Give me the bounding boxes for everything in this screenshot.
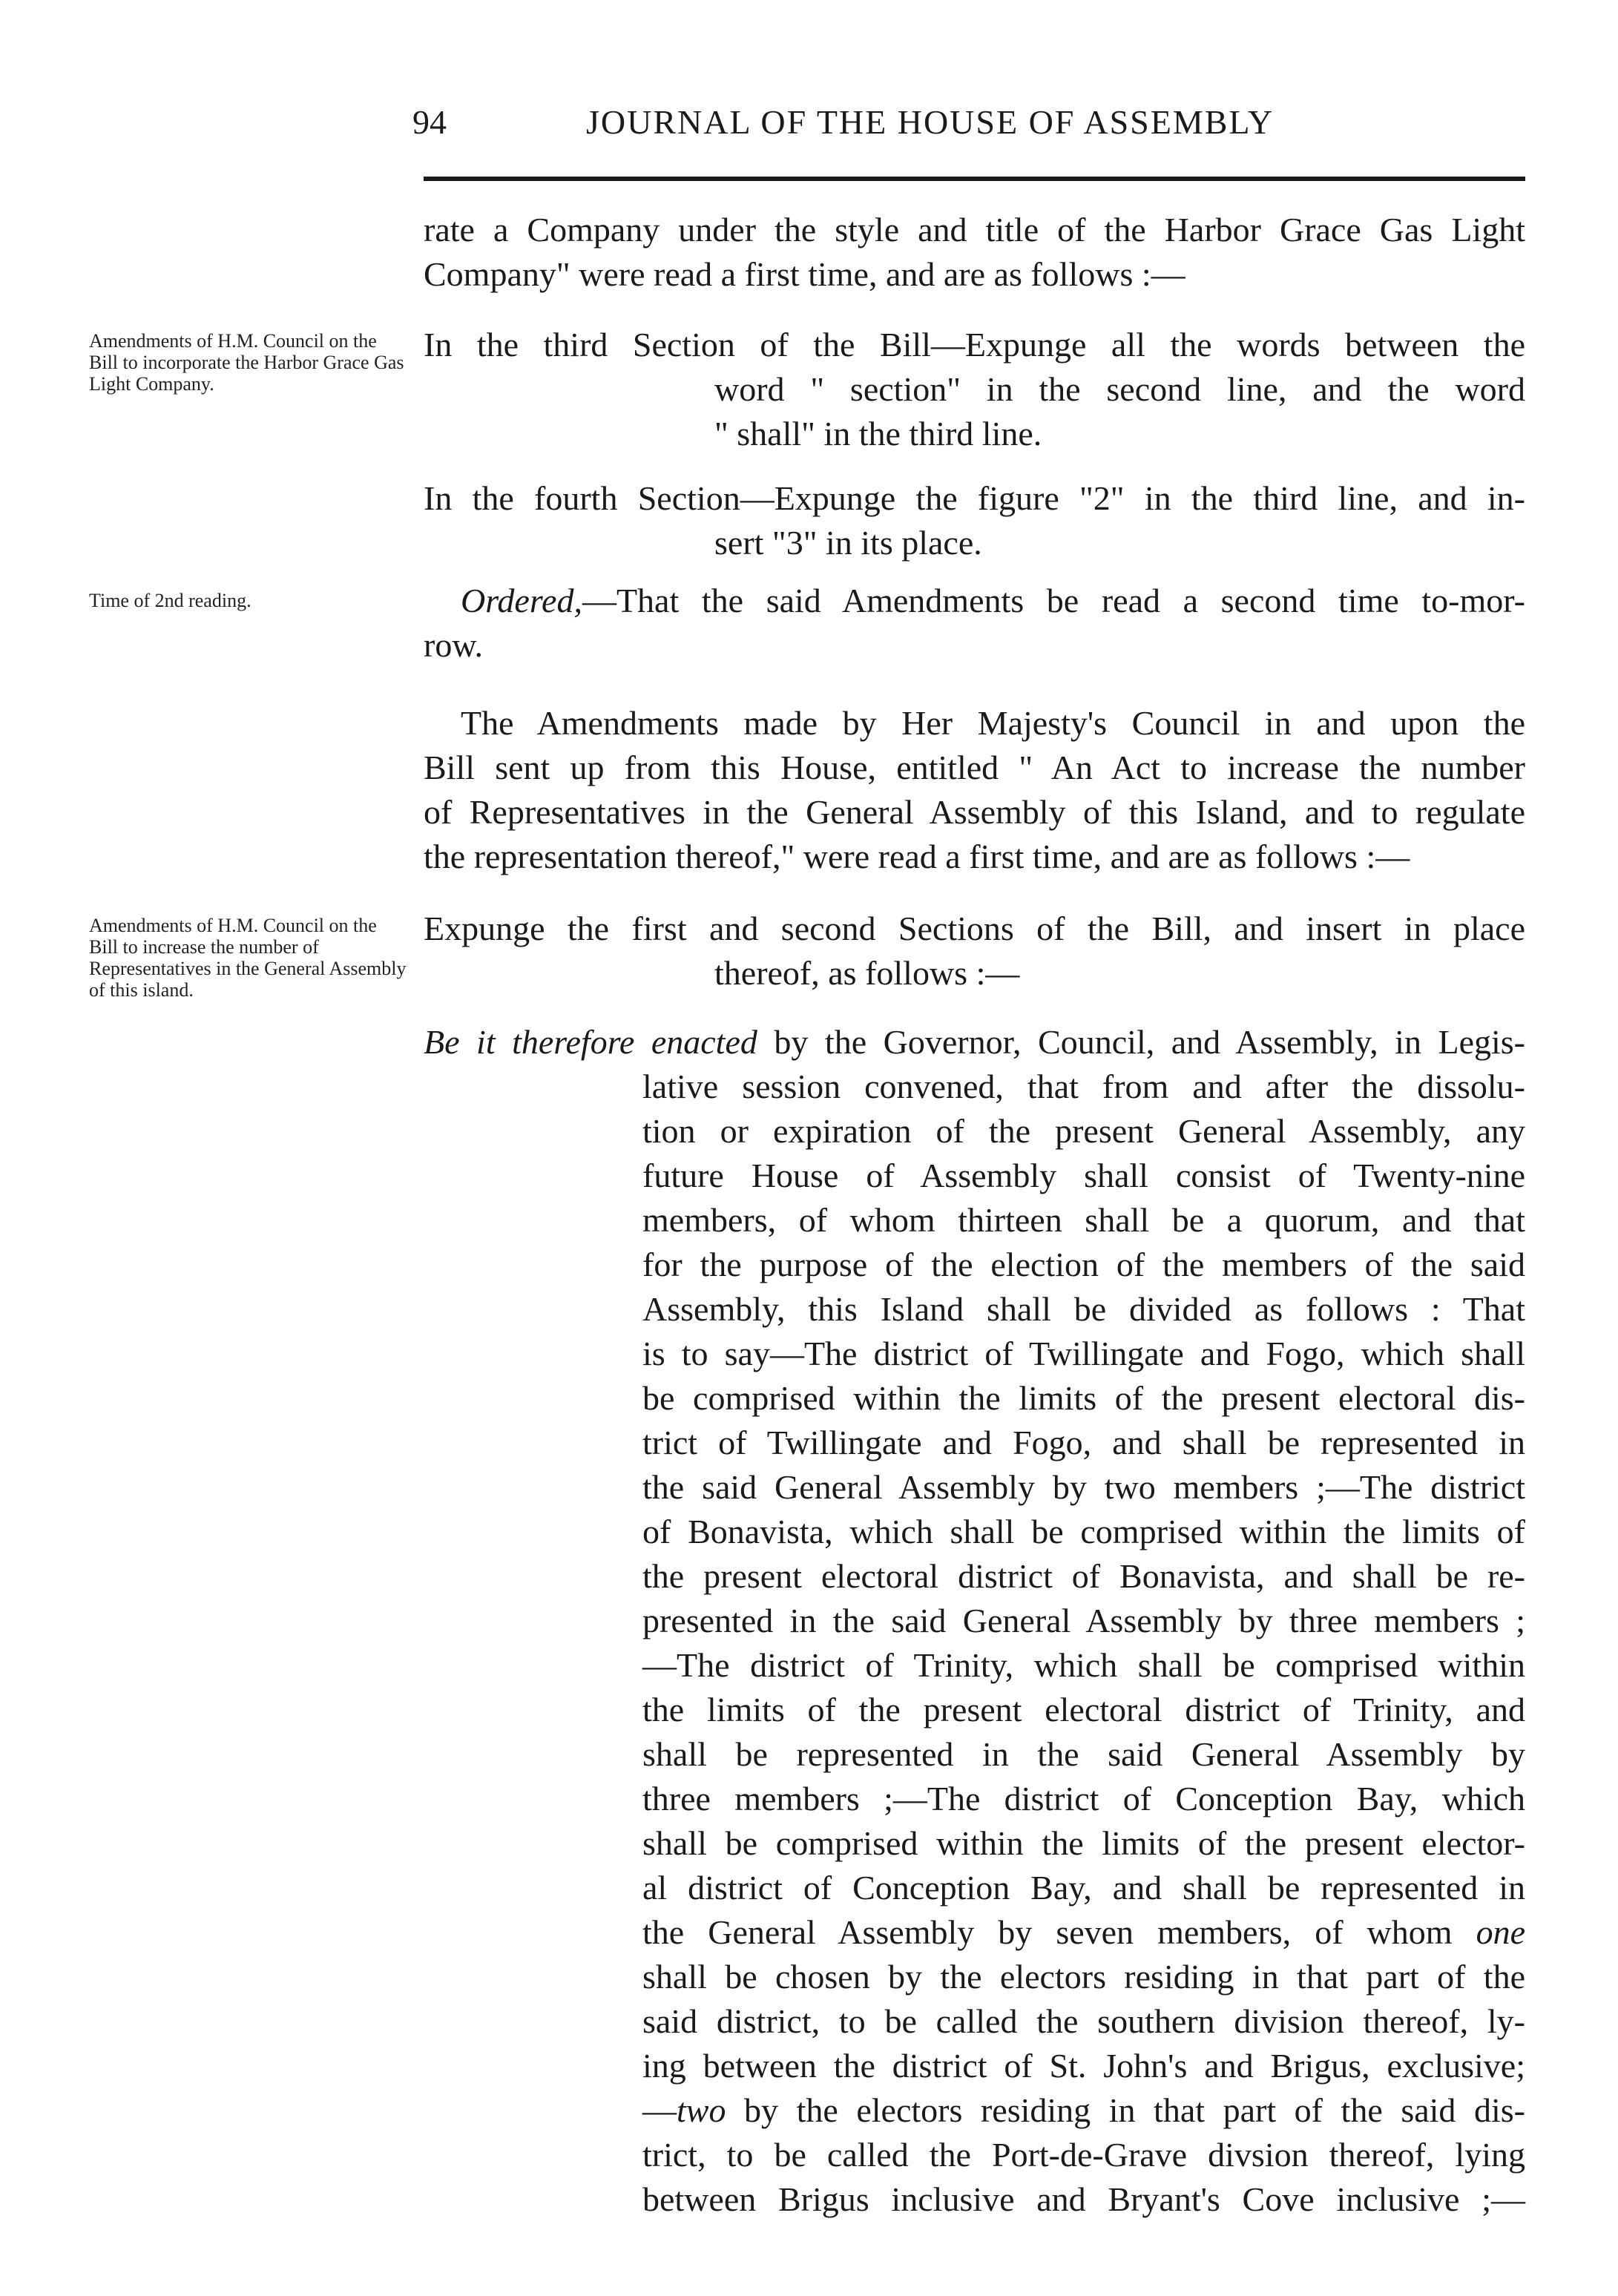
margin-note-gas-light: Amendments of H.M. Council on the Bill to incorporate the Harbor Grace Gas Light Company.	[89, 330, 404, 395]
text-segment: the General Assembly by seven members, of whom	[642, 1913, 1476, 1951]
text-line: ing between the district of St. John's and Brigus, exclusive;	[642, 2047, 1525, 2085]
enacted-label: Be it therefore enacted	[424, 1023, 757, 1061]
text-line: of Representatives in the General Assembly of this Island, and to regulate	[424, 793, 1525, 831]
text-line: between Brigus inclusive and Bryant's Cove inclusive ;—	[642, 2180, 1525, 2218]
expunge-sections-cont	[714, 951, 1525, 996]
amendments-representatives-intro	[424, 701, 1525, 879]
page-number: 94	[412, 103, 447, 141]
text-line: three members ;—The district of Conception Bay, which	[642, 1780, 1525, 1818]
text-line	[424, 579, 1525, 623]
enactment-text: by the Governor, Council, and Assembly, in Legis-	[757, 1023, 1525, 1061]
text-line: shall be represented in the said General Assembly by	[642, 1735, 1525, 1773]
text-line: future House of Assembly shall consist of Twenty-nine	[642, 1157, 1525, 1194]
running-title: JOURNAL OF THE HOUSE OF ASSEMBLY	[586, 103, 1275, 141]
text-line: sert "3" in its place.	[714, 524, 982, 562]
amendment-third-section-cont	[714, 367, 1525, 456]
text-line: of Bonavista, which shall be comprised within the limits of	[642, 1513, 1525, 1550]
text-line: be comprised within the limits of the present electoral dis-	[642, 1379, 1525, 1417]
text-line: al district of Conception Bay, and shall be represented in	[642, 1869, 1525, 1907]
margin-note-representatives: Amendments of H.M. Council on the Bill to increase the number of Representatives in the General Assembly of this island.	[89, 915, 407, 1001]
amendment-fourth-section-cont	[714, 521, 1525, 565]
text-line: for the purpose of the election of the members of the said	[642, 1246, 1525, 1283]
text-line: presented in the said General Assembly by three members ;	[642, 1602, 1525, 1639]
margin-note-second-reading: Time of 2nd reading.	[89, 590, 251, 611]
text-line: rate a Company under the style and title of the Harbor Grace Gas Light	[424, 211, 1525, 249]
text-line: shall be comprised within the limits of the present elector-	[642, 1824, 1525, 1862]
expunge-sections	[424, 907, 1525, 951]
ordered-label: Ordered,	[461, 582, 582, 619]
amendment-third-section	[424, 323, 1525, 367]
text-line: In the fourth Section—Expunge the figure "2" in the third line, and in-	[424, 479, 1525, 517]
text-segment: by the electors residing in that part of the said dis-	[726, 2091, 1525, 2129]
text-line: Expunge the first and second Sections of the Bill, and insert in place	[424, 909, 1525, 947]
enactment-body	[642, 1065, 1525, 2222]
text-line: said district, to be called the southern division thereof, ly-	[642, 2002, 1525, 2040]
text-line: the present electoral district of Bonavista, and shall be re-	[642, 1557, 1525, 1595]
text-line	[642, 1910, 1525, 1955]
enactment-clause	[424, 1020, 1525, 1065]
text-line	[424, 1020, 1525, 1065]
italic-word: two	[677, 2091, 726, 2129]
paragraph-continuation	[424, 208, 1525, 297]
header-rule	[424, 177, 1525, 181]
text-segment: —	[642, 2091, 677, 2129]
text-line: the said General Assembly by two members ;—The district	[642, 1468, 1525, 1506]
amendment-fourth-section	[424, 476, 1525, 521]
text-line: the representation thereof," were read a first time, and are as follows :—	[424, 838, 1410, 875]
text-line	[642, 2088, 1525, 2133]
order-text: —That the said Amendments be read a second time to-mor-	[582, 582, 1525, 619]
text-line: In the third Section of the Bill—Expunge all the words between the	[424, 326, 1525, 364]
text-line: thereof, as follows :—	[714, 954, 1020, 992]
text-line: shall be chosen by the electors residing in that part of the	[642, 1958, 1525, 1996]
text-line: word " section" in the second line, and the word	[714, 370, 1525, 408]
text-line: is to say—The district of Twillingate and Fogo, which shall	[642, 1335, 1525, 1372]
text-line: members, of whom thirteen shall be a quorum, and that	[642, 1201, 1525, 1239]
text-line: Bill sent up from this House, entitled " An Act to increase the number	[424, 749, 1525, 786]
text-line: —The district of Trinity, which shall be comprised within	[642, 1646, 1525, 1684]
italic-word: one	[1476, 1913, 1525, 1951]
text-line: trict, to be called the Port-de-Grave divsion thereof, lying	[642, 2136, 1525, 2174]
text-line: Company" were read a first time, and are as follows :—	[424, 255, 1185, 293]
text-line: trict of Twillingate and Fogo, and shall be represented in	[642, 1424, 1525, 1461]
order-second-reading	[424, 579, 1525, 668]
text-line: The Amendments made by Her Majesty's Council in and upon the	[461, 704, 1525, 742]
text-line: " shall" in the third line.	[714, 415, 1042, 453]
text-line: Assembly, this Island shall be divided as follows : That	[642, 1290, 1525, 1328]
text-line: the limits of the present electoral district of Trinity, and	[642, 1691, 1525, 1728]
text-line: row.	[424, 626, 484, 664]
text-line: tion or expiration of the present General Assembly, any	[642, 1112, 1525, 1150]
text-line: lative session convened, that from and after the dissolu-	[642, 1068, 1525, 1105]
